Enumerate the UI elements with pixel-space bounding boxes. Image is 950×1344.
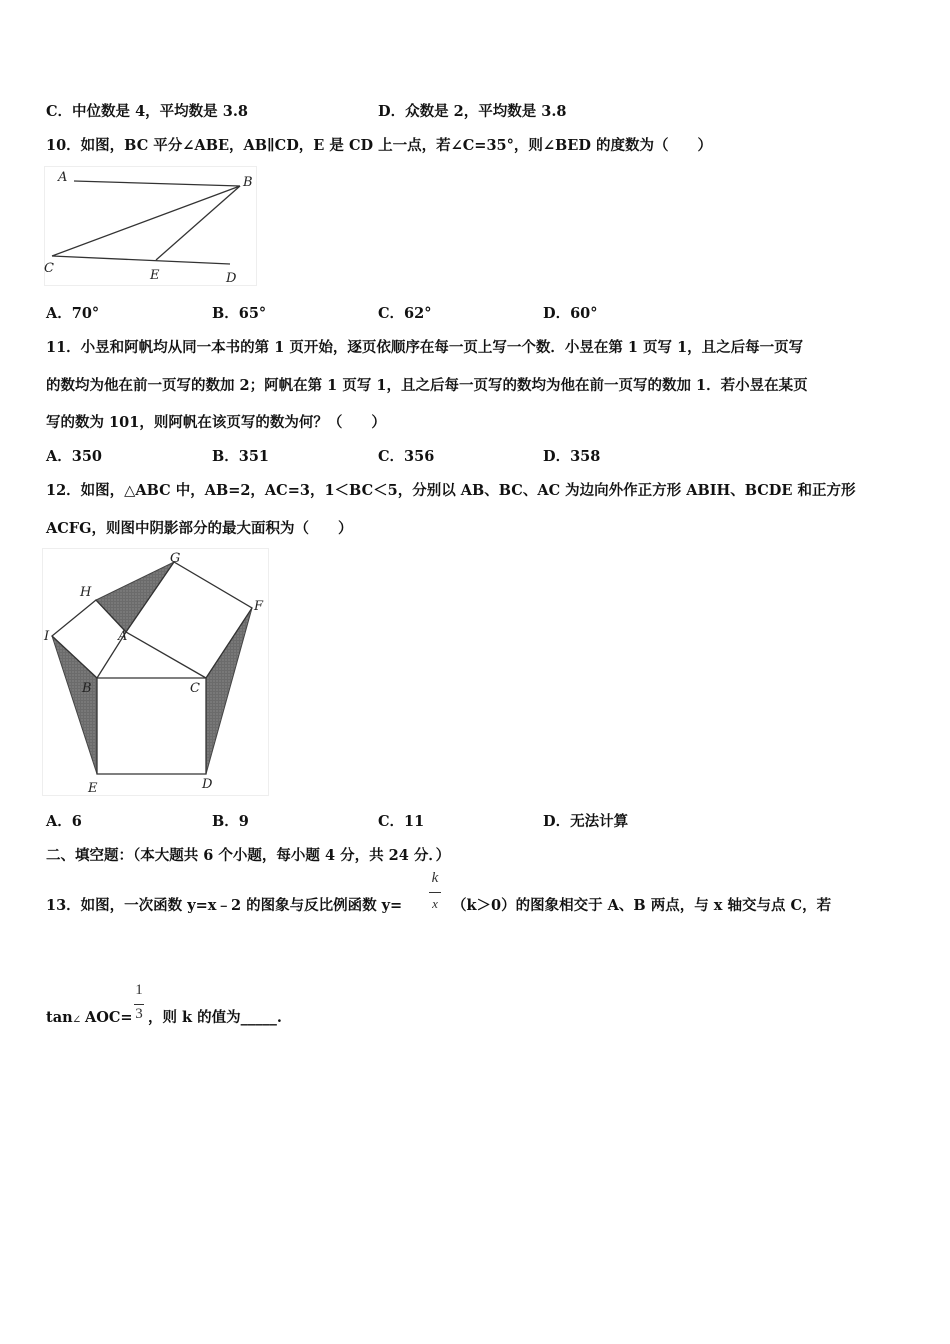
q12-stem-line1: 12．如图，△ABC 中，AB=2，AC=3，1＜BC＜5，分别以 AB、BC、AC 为边向外作正方形 ABIH、BCDE 和正方形 [46, 482, 856, 499]
q11-option-b: B．351 [212, 448, 270, 465]
q13-frac1-bar [429, 892, 441, 893]
q12-stem-line2: ACFG，则图中阴影部分的最大面积为（ ） [46, 520, 353, 537]
q10-figure [44, 166, 259, 288]
q13-line1-part-a: 13．如图，一次函数 y=x﹣2 的图象与反比例函数 y= [46, 897, 403, 914]
label-g: G [170, 551, 181, 566]
label-a: A [58, 170, 68, 185]
q11-stem-line2: 的数均为他在前一页写的数加 2；阿帆在第 1 页写 1，且之后每一页写的数均为他在前一页写的数加 1．若小昱在某页 [46, 377, 808, 394]
q13-line1-part-b: （k＞0）的图象相交于 A、B 两点，与 x 轴交与点 C，若 [452, 897, 832, 914]
q12-option-c: C．11 [378, 813, 425, 830]
label-b: B [243, 175, 253, 190]
label-i: I [44, 629, 50, 644]
q9-option-d: D．众数是 2，平均数是 3.8 [378, 103, 567, 120]
q13-frac2-numerator: 1 [135, 982, 143, 998]
label-e: E [88, 781, 98, 796]
q10-option-c: C．62° [378, 305, 432, 322]
q12-option-a: A．6 [46, 813, 82, 830]
q11-option-c: C．356 [378, 448, 435, 465]
q11-stem-line1: 11．小昱和阿帆均从同一本书的第 1 页开始，逐页依顺序在每一页上写一个数．小昱在第 1 页写 1，且之后每一页写 [46, 339, 804, 356]
label-d: D [202, 777, 213, 792]
q13-frac1-denominator: x [432, 896, 438, 911]
q13-line2-answer-blank: ，则 k 的值为_____. [148, 1009, 282, 1026]
label-b: B [82, 681, 92, 696]
q10-option-a: A．70° [46, 305, 100, 322]
q10-stem: 10．如图，BC 平分∠ABE，AB∥CD，E 是 CD 上一点，若∠C=35°，则∠BED 的度数为（ ） [46, 137, 712, 154]
section-heading: 二、填空题：（本大题共 6 个小题，每小题 4 分，共 24 分．） [46, 847, 451, 864]
label-c: C [190, 681, 200, 696]
q10-option-b: B．65° [212, 305, 267, 322]
label-c: C [44, 261, 54, 276]
label-f: F [254, 599, 264, 614]
q13-frac2-bar [134, 1004, 144, 1005]
q11-stem-line3: 写的数为 101，则阿帆在该页写的数为何？（ ） [46, 414, 386, 431]
q13-line2-aoc: AOC= [85, 1009, 133, 1026]
q12-option-b: B．9 [212, 813, 249, 830]
q13-line2-tan: tan [46, 1009, 73, 1026]
label-a: A [118, 629, 128, 644]
q13-frac1-numerator: k [431, 870, 439, 886]
q12-figure [42, 548, 270, 798]
q9-option-c: C．中位数是 4，平均数是 3.8 [46, 103, 248, 120]
q13-frac2-denominator: 3 [135, 1006, 143, 1022]
q11-option-a: A．350 [46, 448, 103, 465]
label-h: H [80, 585, 92, 600]
angle-icon: ∠ [72, 1013, 82, 1026]
q10-option-d: D．60° [543, 305, 598, 322]
label-d: D [226, 271, 237, 286]
q12-option-d: D．无法计算 [543, 813, 629, 830]
label-e: E [150, 268, 160, 283]
q11-option-d: D．358 [543, 448, 601, 465]
